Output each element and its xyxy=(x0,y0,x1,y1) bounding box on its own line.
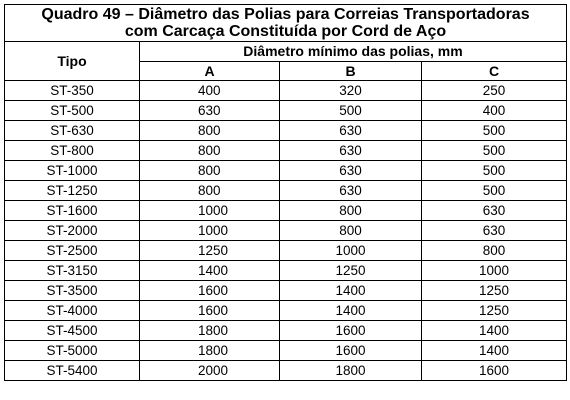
cell-diameter-a: 1800 xyxy=(140,341,280,361)
cell-tipo: ST-3500 xyxy=(5,281,140,301)
cell-diameter-a: 1400 xyxy=(140,261,280,281)
cell-diameter-a: 1000 xyxy=(140,201,280,221)
header-col-b: B xyxy=(280,61,422,81)
cell-tipo: ST-3150 xyxy=(5,261,140,281)
cell-tipo: ST-1000 xyxy=(5,161,140,181)
cell-diameter-c: 630 xyxy=(422,221,567,241)
cell-diameter-b: 1400 xyxy=(280,301,422,321)
cell-diameter-a: 1800 xyxy=(140,321,280,341)
table-body xyxy=(5,81,567,381)
table-row xyxy=(5,221,567,241)
title-row xyxy=(5,5,567,42)
table-row xyxy=(5,161,567,181)
cell-tipo: ST-4500 xyxy=(5,321,140,341)
cell-tipo: ST-2000 xyxy=(5,221,140,241)
header-diameter-group: Diâmetro mínimo das polias, mm xyxy=(140,42,567,62)
cell-diameter-a: 800 xyxy=(140,181,280,201)
cell-diameter-b: 800 xyxy=(280,201,422,221)
cell-diameter-b: 1250 xyxy=(280,261,422,281)
table-title-line-1: Quadro 49 – Diâmetro das Polias para Correias Transportadoras xyxy=(41,6,530,23)
cell-diameter-b: 1600 xyxy=(280,321,422,341)
cell-diameter-c: 400 xyxy=(422,101,567,121)
cell-diameter-b: 630 xyxy=(280,121,422,141)
cell-diameter-c: 500 xyxy=(422,141,567,161)
cell-tipo: ST-5000 xyxy=(5,341,140,361)
cell-diameter-c: 250 xyxy=(422,81,567,101)
cell-diameter-a: 800 xyxy=(140,161,280,181)
cell-diameter-c: 1400 xyxy=(422,321,567,341)
table-row xyxy=(5,141,567,161)
cell-diameter-b: 630 xyxy=(280,181,422,201)
cell-tipo: ST-800 xyxy=(5,141,140,161)
cell-diameter-c: 800 xyxy=(422,241,567,261)
table-row xyxy=(5,321,567,341)
cell-diameter-a: 400 xyxy=(140,81,280,101)
table-row xyxy=(5,81,567,101)
table-row xyxy=(5,281,567,301)
cell-tipo: ST-2500 xyxy=(5,241,140,261)
cell-diameter-a: 800 xyxy=(140,121,280,141)
cell-diameter-b: 800 xyxy=(280,221,422,241)
table-row xyxy=(5,361,567,381)
cell-diameter-c: 1400 xyxy=(422,341,567,361)
cell-diameter-c: 500 xyxy=(422,161,567,181)
table-row xyxy=(5,101,567,121)
cell-diameter-c: 1250 xyxy=(422,281,567,301)
cell-diameter-b: 1600 xyxy=(280,341,422,361)
table-container xyxy=(4,4,566,381)
cell-diameter-b: 1400 xyxy=(280,281,422,301)
cell-diameter-a: 630 xyxy=(140,101,280,121)
cell-tipo: ST-5400 xyxy=(5,361,140,381)
table-title xyxy=(5,5,567,42)
table-row xyxy=(5,301,567,321)
cell-diameter-c: 500 xyxy=(422,121,567,141)
cell-tipo: ST-4000 xyxy=(5,301,140,321)
cell-diameter-a: 1000 xyxy=(140,221,280,241)
cell-tipo: ST-1600 xyxy=(5,201,140,221)
cell-diameter-b: 630 xyxy=(280,161,422,181)
cell-diameter-a: 1600 xyxy=(140,281,280,301)
header-tipo: Tipo xyxy=(5,42,140,81)
table-row xyxy=(5,121,567,141)
cell-diameter-b: 630 xyxy=(280,141,422,161)
header-col-c: C xyxy=(422,61,567,81)
header-row-group xyxy=(5,42,567,62)
table-row xyxy=(5,241,567,261)
cell-diameter-b: 320 xyxy=(280,81,422,101)
cell-diameter-b: 1800 xyxy=(280,361,422,381)
cell-diameter-c: 1000 xyxy=(422,261,567,281)
table-title-line-2: com Carcaça Constituída por Cord de Aço xyxy=(124,23,447,40)
cell-tipo: ST-630 xyxy=(5,121,140,141)
cell-diameter-b: 500 xyxy=(280,101,422,121)
cell-diameter-a: 1250 xyxy=(140,241,280,261)
cell-diameter-a: 1600 xyxy=(140,301,280,321)
cell-diameter-c: 630 xyxy=(422,201,567,221)
cell-tipo: ST-350 xyxy=(5,81,140,101)
table-row xyxy=(5,181,567,201)
cell-tipo: ST-500 xyxy=(5,101,140,121)
cell-diameter-a: 800 xyxy=(140,141,280,161)
cell-diameter-b: 1000 xyxy=(280,241,422,261)
cell-diameter-c: 1250 xyxy=(422,301,567,321)
cell-diameter-c: 1600 xyxy=(422,361,567,381)
header-col-a: A xyxy=(140,61,280,81)
cell-diameter-c: 500 xyxy=(422,181,567,201)
cell-diameter-a: 2000 xyxy=(140,361,280,381)
table-row xyxy=(5,261,567,281)
table-row xyxy=(5,341,567,361)
cell-tipo: ST-1250 xyxy=(5,181,140,201)
table-row xyxy=(5,201,567,221)
pulley-diameter-table xyxy=(4,4,567,381)
